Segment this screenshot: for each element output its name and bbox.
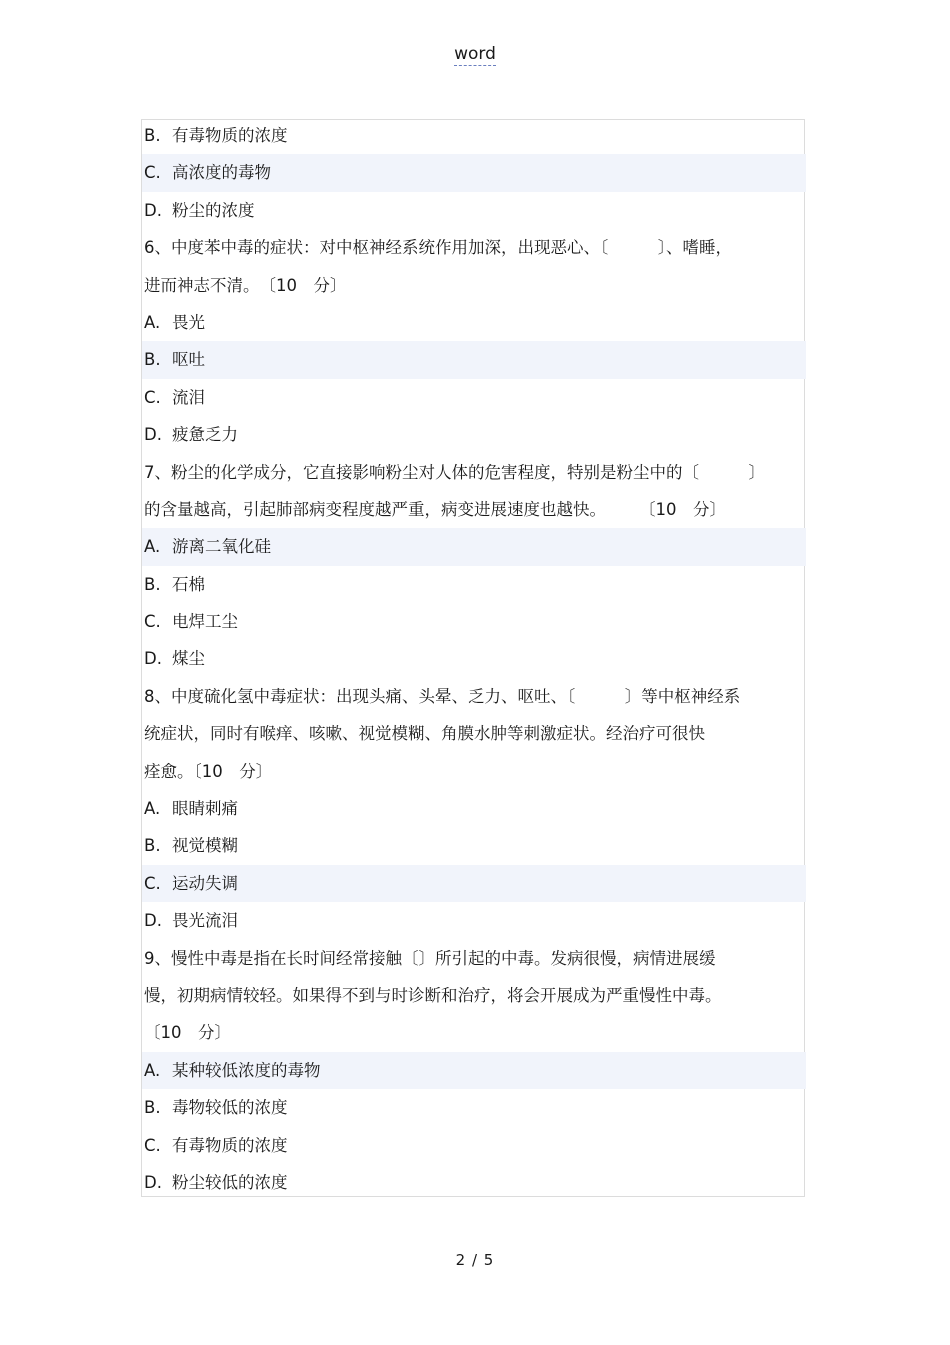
answer-option [142,640,806,677]
answer-option [142,1127,806,1164]
page-header [0,44,950,64]
question-text: 痊愈。〔10 分〕 [144,761,273,781]
answer-option [142,1089,806,1126]
option-letter: C. [144,163,161,183]
page-number: 2 / 5 [455,1251,495,1269]
option-letter: A. [144,1060,161,1080]
option-letter: A. [144,312,161,332]
option-text: 某种较低浓度的毒物 [172,1060,321,1080]
option-text: 畏光流泪 [172,911,238,931]
answer-option [142,379,806,416]
option-letter: B. [144,836,161,856]
question-text: 9、慢性中毒是指在长时间经常接触〔〕所引起的中毒。发病很慢，病情进展缓 [144,948,716,968]
option-text: 畏光 [172,312,205,332]
option-letter: C. [144,612,161,632]
option-text: 有毒物质的浓度 [172,126,288,145]
option-letter: B. [144,126,161,145]
option-text: 眼睛刺痛 [172,799,238,819]
answer-option [142,154,806,191]
question-text: 8、中度硫化氢中毒症状：出现头痛、头晕、乏力、呕吐、〔 〕等中枢神经系 [144,686,741,706]
answer-option [142,117,806,154]
answer-option [142,603,806,640]
option-text: 视觉模糊 [172,836,238,856]
answer-option [142,1052,806,1089]
answer-option [142,790,806,827]
header-title: word [454,44,496,64]
option-letter: B. [144,350,161,370]
option-text: 石棉 [172,574,205,594]
option-text: 疲惫乏力 [172,425,238,445]
question-text: 7、粉尘的化学成分，它直接影响粉尘对人体的危害程度，特别是粉尘中的〔 〕 [144,462,765,482]
question-text: 进而神志不清。 〔10 分〕 [144,275,347,295]
option-letter: A. [144,799,161,819]
option-letter: B. [144,574,161,594]
answer-option [142,566,806,603]
answer-option [142,416,806,453]
option-text: 毒物较低的浓度 [172,1098,288,1118]
answer-option [142,902,806,939]
option-letter: A. [144,537,161,557]
answer-option [142,304,806,341]
option-letter: D. [144,425,162,445]
answer-option [142,341,806,378]
option-letter: D. [144,1172,162,1192]
option-text: 游离二氧化硅 [172,537,271,557]
option-text: 高浓度的毒物 [172,163,271,183]
option-letter: B. [144,1098,161,1118]
question-text: 的含量越高，引起肺部病变程度越严重，病变进展速度也越快。 〔10 分〕 [144,499,726,519]
option-letter: C. [144,1135,161,1155]
option-text: 粉尘的浓度 [172,200,255,220]
question-text: 统症状，同时有喉痒、咳嗽、视觉模糊、角膜水肿等刺激症状。经治疗可很快 [144,724,705,744]
answer-option [142,528,806,565]
question-list [142,117,806,1201]
option-text: 粉尘较低的浓度 [172,1172,288,1192]
option-letter: C. [144,873,161,893]
option-letter: D. [144,649,162,669]
option-text: 煤尘 [172,649,205,669]
option-text: 呕吐 [172,350,205,370]
answer-option [142,192,806,229]
option-text: 电焊工尘 [172,612,238,632]
option-letter: C. [144,387,161,407]
option-text: 运动失调 [172,873,238,893]
answer-option [142,865,806,902]
option-text: 有毒物质的浓度 [172,1135,288,1155]
answer-option [142,827,806,864]
question-text: 〔10 分〕 [144,1023,231,1043]
question-text: 慢，初期病情较轻。如果得不到与时诊断和治疗，将会开展成为严重慢性中毒。 [144,985,722,1005]
question-text: 6、中度苯中毒的症状：对中枢神经系统作用加深，出现恶心、〔 〕、嗜睡， [144,238,732,258]
answer-option [142,1164,806,1201]
option-text: 流泪 [172,387,205,407]
option-letter: D. [144,911,162,931]
option-letter: D. [144,200,162,220]
